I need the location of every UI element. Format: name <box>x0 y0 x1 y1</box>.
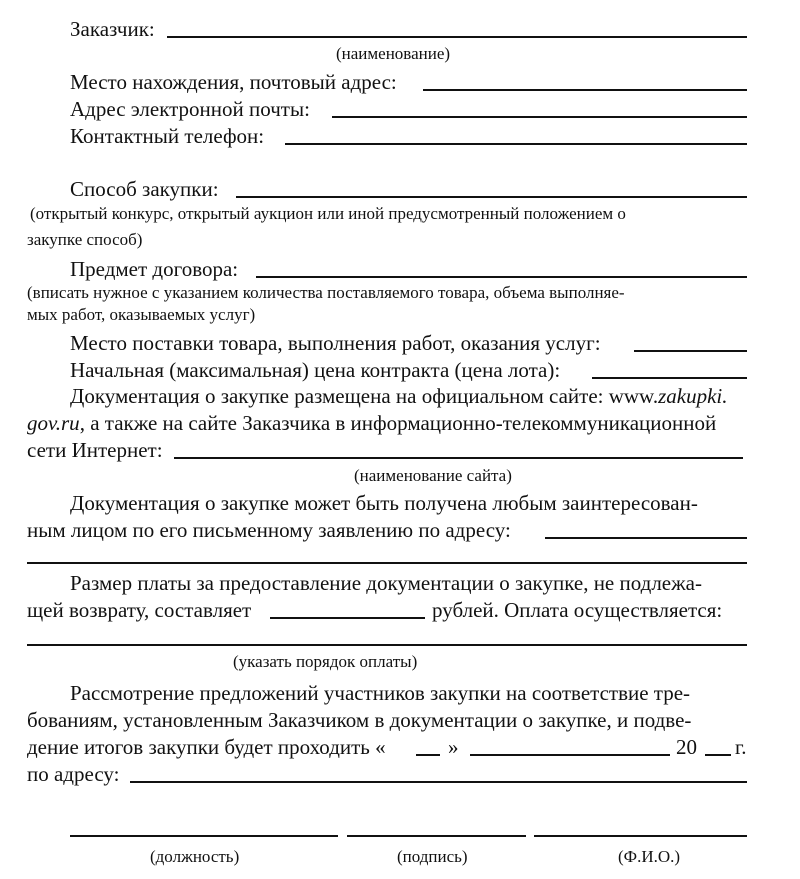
payment-text-1: Размер платы за предоставление документации о закупке, не подлежа- <box>70 571 702 595</box>
contract-subject-field[interactable] <box>256 276 747 278</box>
delivery-place-label: Место поставки товара, выполнения работ, оказания услуг: <box>70 331 601 355</box>
documentation-address-field[interactable] <box>545 537 747 539</box>
payment-text-2-pre: щей возврату, составляет <box>27 598 252 622</box>
procurement-method-hint-1: (открытый конкурс, открытый аукцион или иной предусмотренный положением о <box>30 204 626 223</box>
customer-address-label: Место нахождения, почтовый адрес: <box>70 70 397 94</box>
signature-sign-hint: (подпись) <box>397 847 468 866</box>
review-year-field[interactable] <box>705 754 731 756</box>
initial-price-label: Начальная (максимальная) цена контракта (цена лота): <box>70 358 561 382</box>
review-year-prefix: 20 <box>676 735 697 759</box>
customer-label: Заказчик: <box>70 17 155 41</box>
documentation-site-text-3: сети Интернет: <box>27 438 163 462</box>
review-day-field[interactable] <box>416 754 440 756</box>
documentation-obtain-text-1: Документация о закупке может быть получена любым заинтересован- <box>70 491 698 515</box>
payment-procedure-hint: (указать порядок оплаты) <box>233 652 418 671</box>
customer-site-hint: (наименование сайта) <box>354 466 512 485</box>
signature-position-field[interactable] <box>70 835 338 837</box>
procurement-method-label: Способ закупки: <box>70 177 219 201</box>
review-year-suffix: г. <box>735 735 747 759</box>
customer-name-hint: (наименование) <box>336 44 451 63</box>
customer-email-label: Адрес электронной почты: <box>70 97 310 121</box>
documentation-obtain-text-2: ным лицом по его письменному заявлению по адресу: <box>27 518 511 542</box>
review-address-label: по адресу: <box>27 762 120 786</box>
review-text-3-pre: дение итогов закупки будет проходить « <box>27 735 386 759</box>
customer-name-field[interactable] <box>167 36 747 38</box>
signature-sign-field[interactable] <box>347 835 526 837</box>
customer-phone-label: Контактный телефон: <box>70 124 265 148</box>
signature-position-hint: (должность) <box>150 847 240 866</box>
customer-site-field[interactable] <box>174 457 743 459</box>
review-month-field[interactable] <box>470 754 670 756</box>
initial-price-field[interactable] <box>592 377 747 379</box>
contract-subject-label: Предмет договора: <box>70 257 239 281</box>
procurement-method-field[interactable] <box>236 196 747 198</box>
signature-name-hint: (Ф.И.О.) <box>618 847 681 866</box>
review-text-2: бованиям, установленным Заказчиком в документации о закупке, и подве- <box>27 708 692 732</box>
signature-name-field[interactable] <box>534 835 747 837</box>
payment-amount-field[interactable] <box>270 617 425 619</box>
documentation-address-field-2[interactable] <box>27 562 747 564</box>
customer-phone-field[interactable] <box>285 143 747 145</box>
review-text-1: Рассмотрение предложений участников закупки на соответствие тре- <box>70 681 691 705</box>
payment-text-2-post: рублей. Оплата осуществляется: <box>432 598 723 622</box>
review-quote-close: » <box>448 735 459 759</box>
contract-subject-hint-2: мых работ, оказываемых услуг) <box>27 305 256 324</box>
review-address-field[interactable] <box>130 781 747 783</box>
payment-procedure-field[interactable] <box>27 644 747 646</box>
customer-email-field[interactable] <box>332 116 747 118</box>
documentation-site-text-1: Документация о закупке размещена на официальном сайте: www.zakupki. <box>70 384 728 408</box>
delivery-place-field[interactable] <box>634 350 747 352</box>
contract-subject-hint-1: (вписать нужное с указанием количества поставляемого товара, объема выполняе- <box>27 283 625 302</box>
customer-address-field[interactable] <box>423 89 747 91</box>
documentation-site-text-2: gov.ru, а также на сайте Заказчика в информационно-телекоммуникационной <box>27 411 717 435</box>
procurement-method-hint-2: закупке способ) <box>27 230 143 249</box>
